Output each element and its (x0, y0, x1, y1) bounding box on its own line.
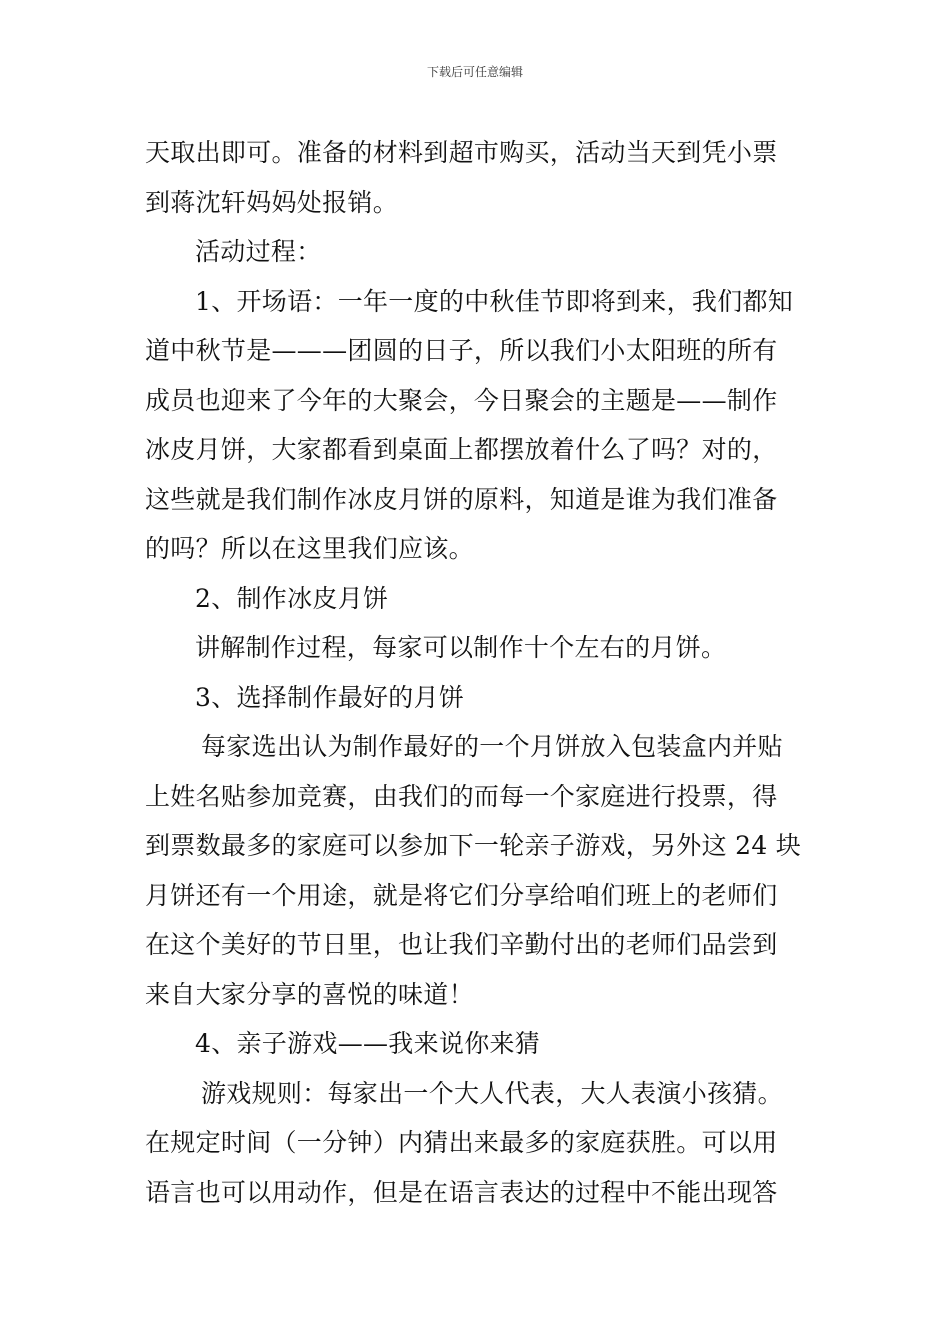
step-heading: 2、制作冰皮月饼 (195, 583, 389, 613)
text-line: 讲解制作过程，每家可以制作十个左右的月饼。 (195, 633, 727, 662)
section-heading-process: 活动过程： (195, 237, 322, 266)
text-line: 的吗？所以在这里我们应该。 (145, 534, 474, 563)
text-line: 语言也可以用动作，但是在语言表达的过程中不能出现答 (145, 1177, 778, 1207)
document-body (145, 128, 810, 1217)
page-header-note: 下载后可任意编辑 (426, 65, 523, 79)
text-line: 到票数最多的家庭可以参加下一轮亲子游戏，另外这 24 块 (145, 831, 802, 860)
step-heading: 3、选择制作最好的月饼 (195, 682, 465, 712)
text-line: 每家选出认为制作最好的一个月饼放入包装盒内并贴 (201, 732, 783, 761)
text-line: 上姓名贴参加竞赛，由我们的而每一个家庭进行投票，得 (145, 781, 778, 811)
text-line: 游戏规则：每家出一个大人代表，大人表演小孩猜。 (201, 1078, 783, 1108)
text-line: 这些就是我们制作冰皮月饼的原料，知道是谁为我们准备 (145, 484, 778, 514)
text-line: 在规定时间（一分钟）内猜出来最多的家庭获胜。可以用 (145, 1128, 778, 1157)
text-line: 成员也迎来了今年的大聚会，今日聚会的主题是——制作 (145, 385, 778, 415)
text-line: 天取出即可。准备的材料到超市购买，活动当天到凭小票 (145, 138, 778, 167)
text-line: 来自大家分享的喜悦的味道！ (145, 979, 474, 1009)
text-line: 在这个美好的节日里，也让我们辛勤付出的老师们品尝到 (145, 930, 778, 959)
text-line: 1、开场语：一年一度的中秋佳节即将到来，我们都知 (195, 286, 794, 316)
step-heading: 4、亲子游戏——我来说你来猜 (195, 1029, 541, 1058)
text-line: 道中秋节是———团圆的日子，所以我们小太阳班的所有 (145, 336, 778, 365)
text-line: 到蒋沈轩妈妈处报销。 (145, 187, 399, 217)
text-line: 月饼还有一个用途，就是将它们分享给咱们班上的老师们 (145, 880, 778, 910)
text-line: 冰皮月饼，大家都看到桌面上都摆放着什么了吗？对的， (145, 435, 778, 464)
